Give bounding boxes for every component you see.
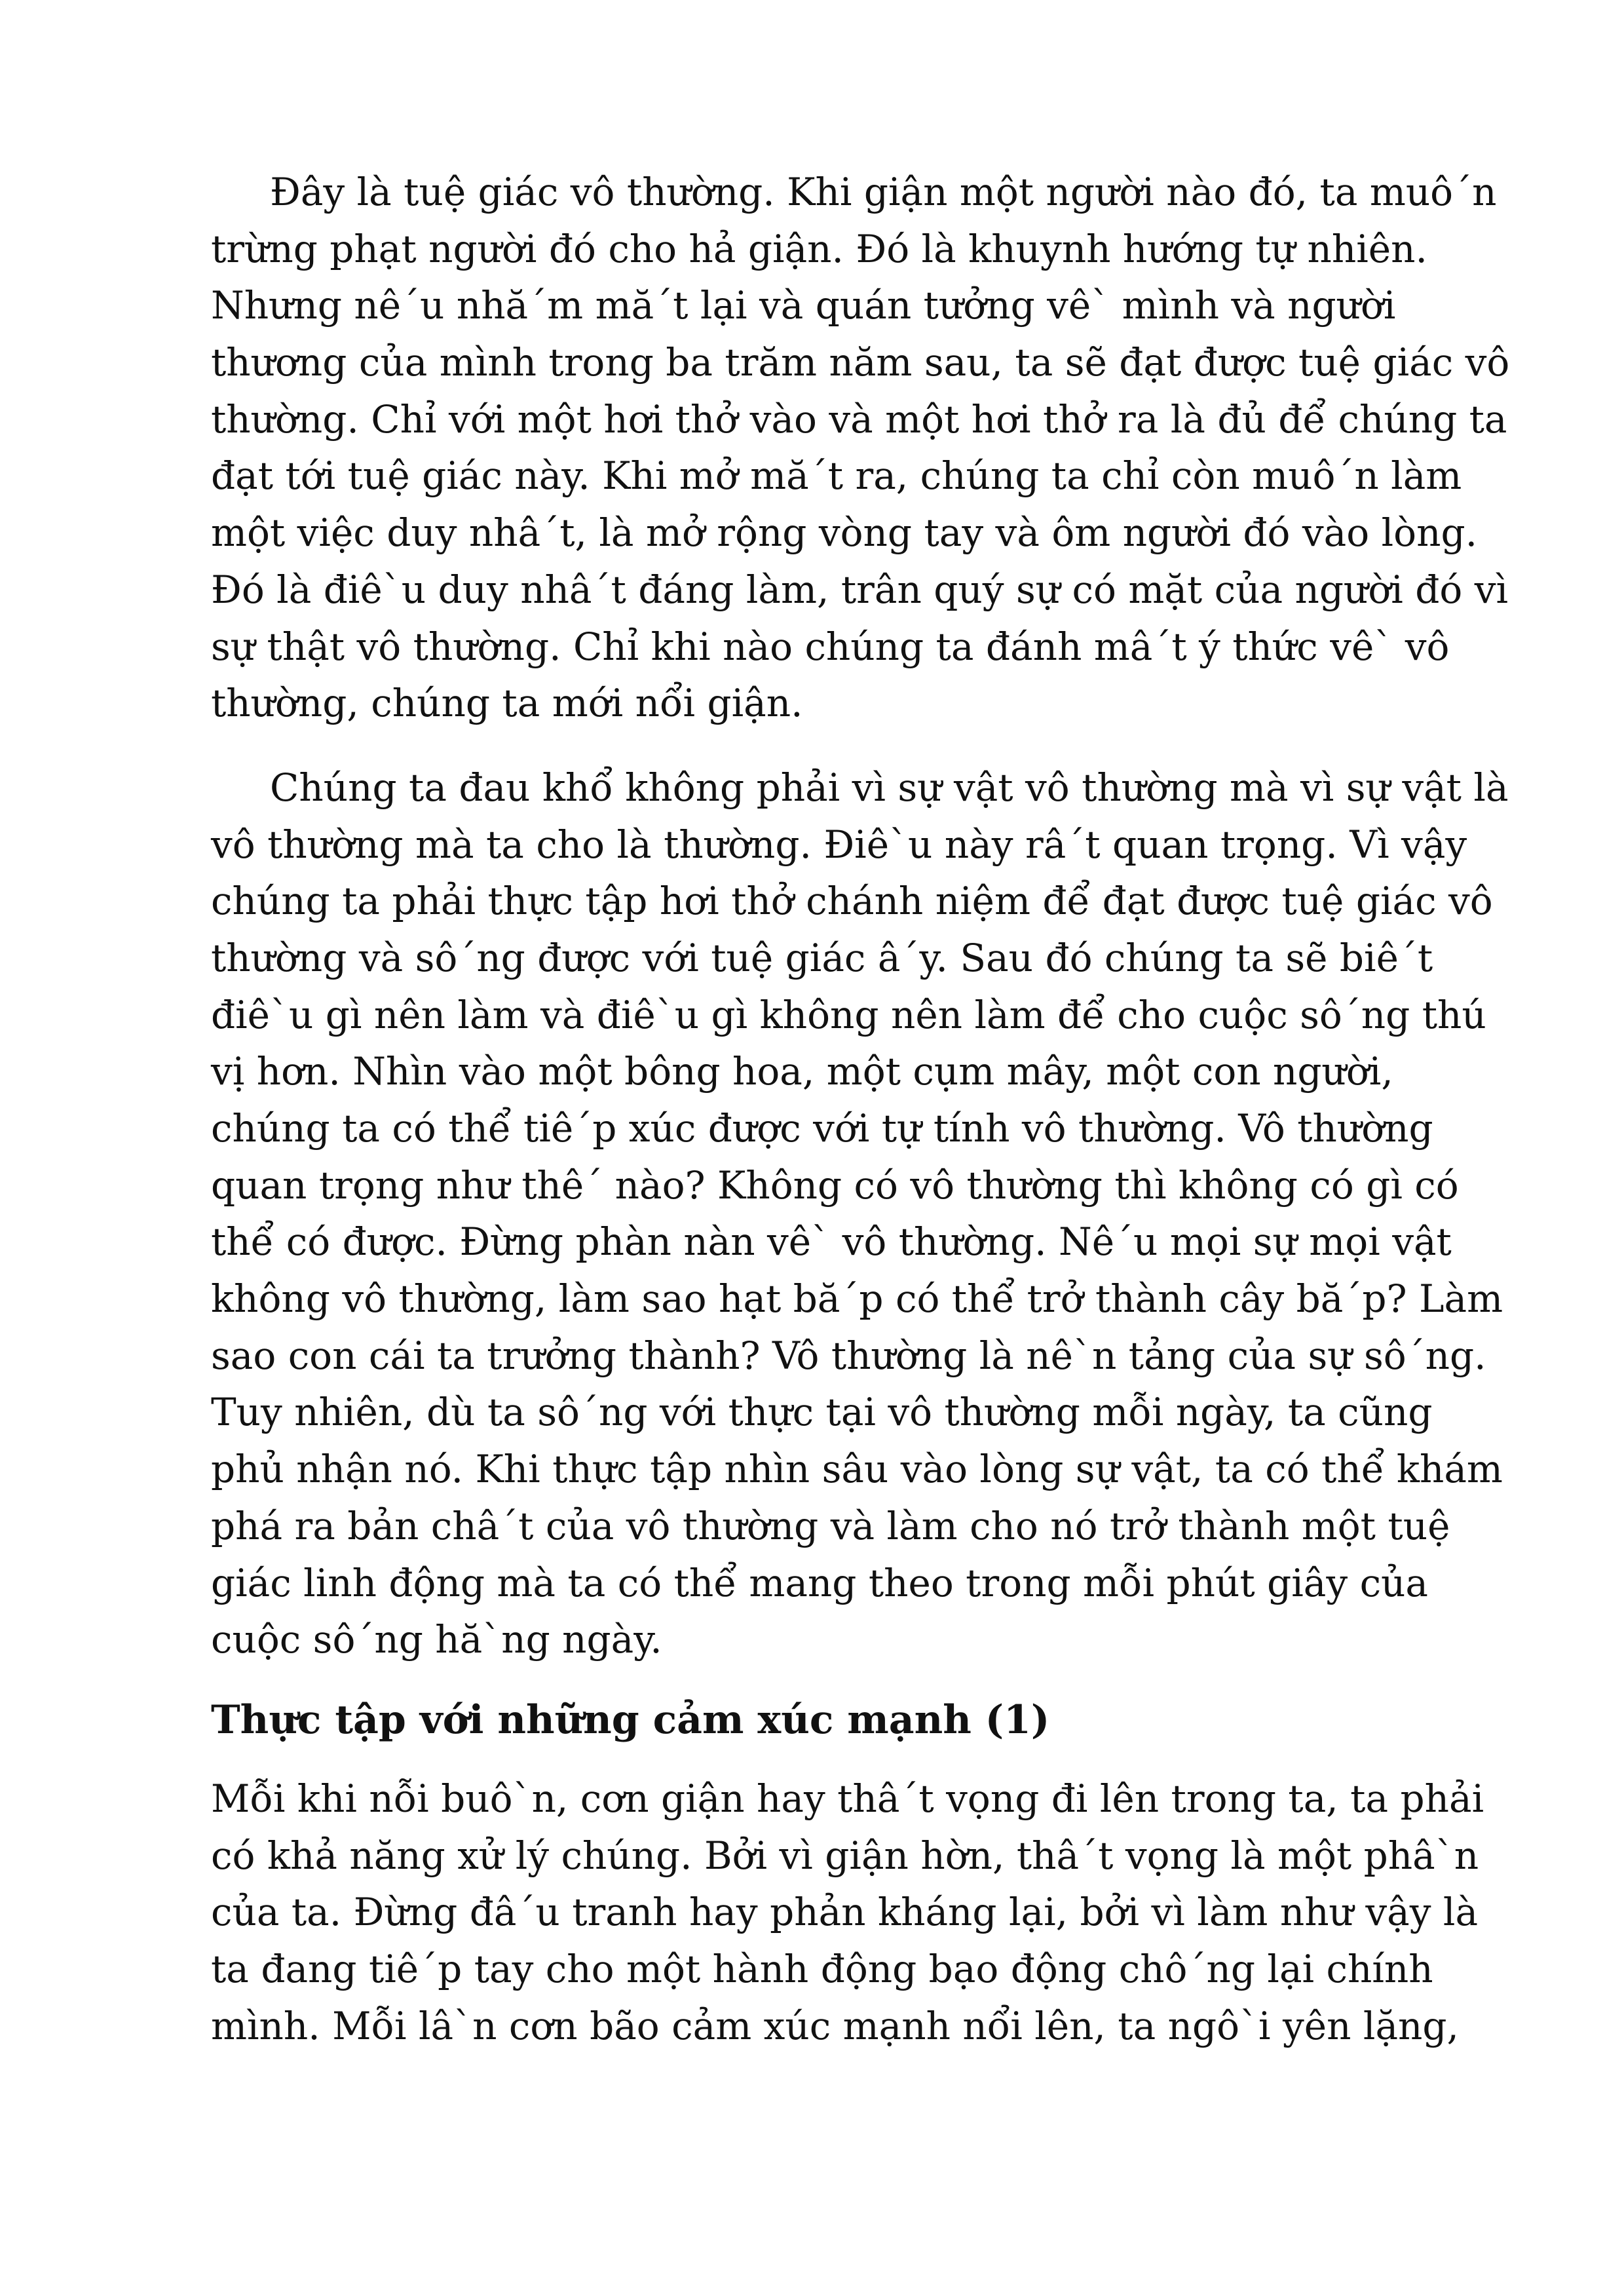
text-line: vị hơn. Nhìn vào một bông hoa, một cụm mây, một con người, (211, 1049, 1393, 1094)
text-line: phủ nhận nó. Khi thực tập nhìn sâu vào lòng sự vật, ta có thể khám (211, 1447, 1503, 1492)
paragraph-strong-emotions (211, 1770, 1484, 2054)
paragraph-spacer (211, 732, 1429, 759)
text-line: Đó là điê`u duy nhâ´t đáng làm, trân quý sự có mặt của người đó vì (211, 567, 1509, 612)
text-line: thể có được. Đừng phàn nàn vê` vô thường. Nê´u mọi sự mọi vật (211, 1219, 1452, 1265)
text-line: trừng phạt người đó cho hả giận. Đó là khuynh hướng tự nhiên. (211, 226, 1427, 271)
text-line: không vô thường, làm sao hạt bă´p có thể trở thành cây bă´p? Làm (211, 1276, 1503, 1322)
text-line: phá ra bản châ´t của vô thường và làm cho nó trở thành một tuệ (211, 1503, 1450, 1548)
page-content (211, 164, 1510, 2054)
section-heading: Thực tập với những cảm xúc mạnh (1) (211, 1696, 1050, 1743)
text-line: Mỗi khi nỗi buô`n, cơn giận hay thâ´t vọng đi lên trong ta, ta phải (211, 1776, 1484, 1821)
heading-spacer-top (211, 1668, 1429, 1691)
text-line: đạt tới tuệ giác này. Khi mở mă´t ra, chúng ta chỉ còn muô´n làm (211, 453, 1462, 499)
text-line: cuộc sô´ng hă`ng ngày. (211, 1617, 662, 1662)
text-line: điê`u gì nên làm và điê`u gì không nên làm để cho cuộc sô´ng thú (211, 992, 1486, 1037)
text-line: ta đang tiê´p tay cho một hành động bạo động chô´ng lại chính (211, 1946, 1433, 1991)
paragraph-suffering-impermanence (211, 759, 1509, 1668)
text-line: vô thường mà ta cho là thường. Điê`u này râ´t quan trọng. Vì vậy (211, 822, 1467, 867)
text-line: có khả năng xử lý chúng. Bởi vì giận hờn, thâ´t vọng là một phâ`n (211, 1833, 1479, 1878)
text-line: Tuy nhiên, dù ta sô´ng với thực tại vô thường mỗi ngày, ta cũng (211, 1390, 1433, 1435)
text-line: sao con cái ta trưởng thành? Vô thường là nê`n tảng của sự sô´ng. (211, 1333, 1486, 1378)
text-line: thường, chúng ta mới nổi giận. (211, 681, 803, 726)
text-line: mình. Mỗi lâ`n cơn bão cảm xúc mạnh nổi lên, ta ngô`i yên lặng, (211, 2003, 1459, 2048)
text-line: thường. Chỉ với một hơi thở vào và một hơi thở ra là đủ để chúng ta (211, 396, 1507, 442)
text-line: quan trọng như thê´ nào? Không có vô thường thì không có gì có (211, 1162, 1459, 1208)
text-line: sự thật vô thường. Chỉ khi nào chúng ta đánh mâ´t ý thức vê` vô (211, 624, 1450, 669)
heading-spacer-bottom (211, 1750, 1429, 1770)
text-line: một việc duy nhâ´t, là mở rộng vòng tay và ôm người đó vào lòng. (211, 510, 1478, 556)
text-line: Đây là tuệ giác vô thường. Khi giận một người nào đó, ta muô´n (270, 170, 1497, 214)
text-line: Nhưng nê´u nhă´m mă´t lại và quán tưởng vê` mình và người (211, 283, 1396, 328)
text-line: chúng ta phải thực tập hơi thở chánh niệm để đạt được tuệ giác vô (211, 879, 1493, 924)
text-line: giác linh động mà ta có thể mang theo trong mỗi phút giây của (211, 1560, 1428, 1605)
text-line: thương của mình trong ba trăm năm sau, ta sẽ đạt được tuệ giác vô (211, 340, 1510, 385)
text-line: thường và sô´ng được với tuệ giác â´y. Sau đó chúng ta sẽ biê´t (211, 935, 1433, 980)
text-line: Chúng ta đau khổ không phải vì sự vật vô thường mà vì sự vật là (270, 765, 1509, 810)
text-line: của ta. Đừng đâ´u tranh hay phản kháng lại, bởi vì làm như vậy là (211, 1890, 1479, 1935)
text-line: chúng ta có thể tiê´p xúc được với tự tính vô thường. Vô thường (211, 1106, 1433, 1151)
paragraph-impermanence-insight (211, 164, 1510, 732)
